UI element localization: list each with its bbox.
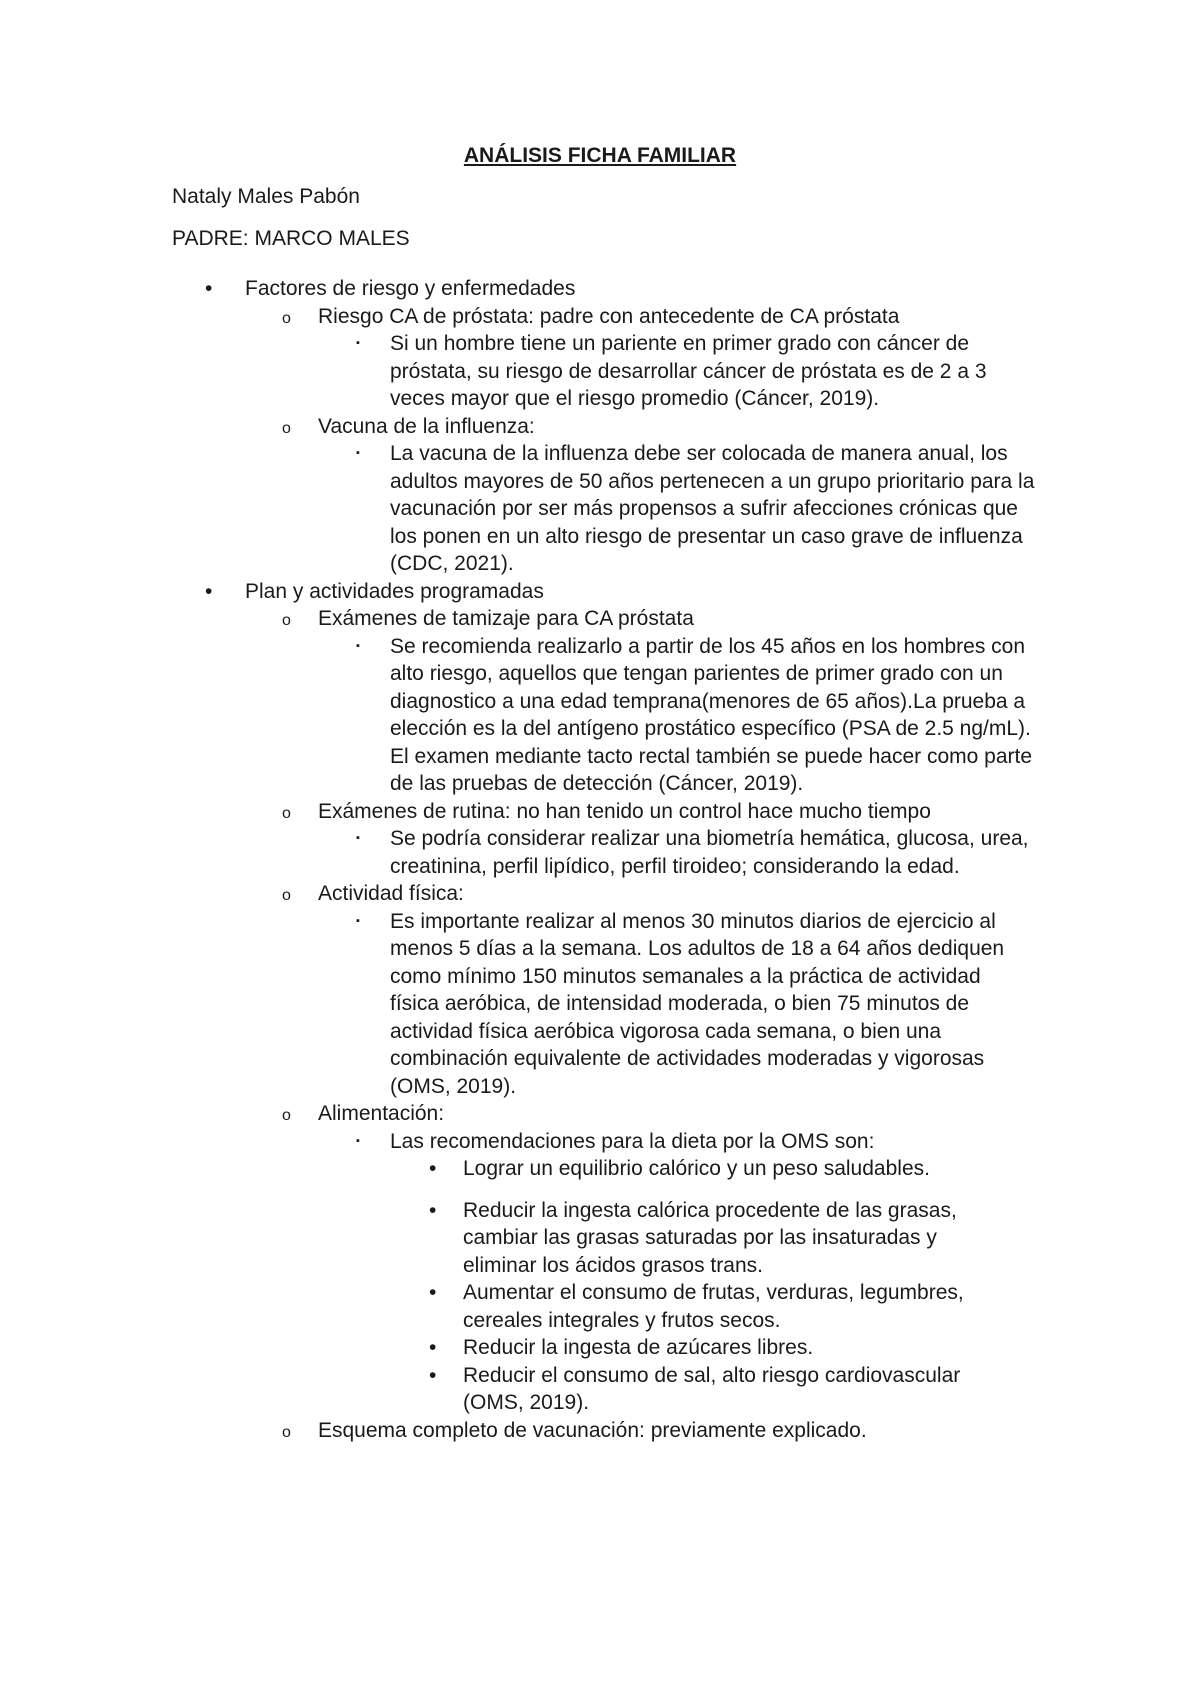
list-item — [356, 825, 1035, 880]
bullet-icon: o — [282, 419, 291, 437]
list-item-text: Si un hombre tiene un pariente en primer grado con cáncer de próstata, su riesgo de desarrollar cáncer de próstata es de 2 a 3 veces mayor que el riesgo promedio (Cáncer, 2019). — [390, 332, 987, 410]
list-item-text: Alimentación: — [318, 1102, 445, 1125]
list-item — [429, 1279, 1003, 1334]
list-item-text: Las recomendaciones para la dieta por la OMS son: — [390, 1129, 875, 1153]
bullet-icon: o — [282, 887, 291, 904]
list-item — [356, 330, 1035, 413]
bullet-icon: ▪ — [356, 914, 360, 927]
bullet-icon: ▪ — [356, 639, 360, 652]
list-item-text: Plan y actividades programadas — [245, 579, 544, 603]
bullet-icon: ▪ — [356, 447, 360, 459]
bullet-icon: • — [429, 1157, 437, 1180]
bullet-icon: • — [205, 277, 213, 300]
list-item — [356, 1128, 1035, 1156]
document-title: ANÁLISIS FICHA FAMILIAR — [463, 144, 737, 167]
list-item — [282, 605, 1038, 633]
bullet-icon: • — [205, 579, 213, 603]
list-item — [205, 578, 1045, 606]
bullet-icon: o — [282, 1423, 291, 1441]
bullet-icon: o — [282, 612, 291, 629]
list-item-text: Reducir el consumo de sal, alto riesgo cardiovascular (OMS, 2019). — [463, 1363, 961, 1414]
bullet-icon: ▪ — [356, 832, 360, 844]
bullet-icon: • — [429, 1363, 437, 1387]
list-item-text: Se recomienda realizarlo a partir de los 45 años en los hombres con alto riesgo, aquellos que tengan parientes de primer grado con un diagnostico a una edad temprana(menores de 65 años).La prueba a elección es la del antígeno prostático específico (PSA de 2.5 ng/mL). El examen mediante tacto rectal también se puede hacer como parte de las pruebas de detección (Cáncer, 2019). — [390, 634, 1033, 795]
list-item — [356, 908, 1035, 1101]
list-item — [429, 1334, 1003, 1362]
list-item-text: Es importante realizar al menos 30 minutos diarios de ejercicio al menos 5 días a la semana. Los adultos de 18 a 64 años dediquen como mínimo 150 minutos semanales a la práctica de actividad física aeróbica, de intensidad moderada, o bien 75 minutos de actividad física aeróbica vigorosa cada semana, o bien una combinación equivalente de actividades moderadas y vigorosas (OMS, 2019). — [390, 909, 1005, 1098]
list-item-text: Actividad física: — [318, 882, 464, 905]
list-item-text: Exámenes de rutina: no han tenido un control hace mucho tiempo — [318, 799, 931, 823]
bullet-icon: ▪ — [356, 1134, 360, 1147]
list-item — [282, 413, 1038, 441]
bullet-icon: • — [429, 1336, 437, 1359]
list-item-text: Lograr un equilibrio calórico y un peso saludables. — [463, 1157, 930, 1180]
list-item — [429, 1155, 1003, 1183]
list-item-text: Reducir la ingesta calórica procedente de las grasas, cambiar las grasas saturadas por las insaturadas y eliminar los ácidos grasos trans. — [463, 1198, 957, 1277]
subject-line: PADRE: MARCO MALES — [172, 227, 410, 250]
bullet-icon: o — [282, 1107, 291, 1124]
list-item — [205, 275, 1045, 303]
list-item-text: Se podría considerar realizar una biometría hemática, glucosa, urea, creatinina, perfil lipídico, perfil tiroideo; considerando la edad. — [390, 827, 1029, 878]
list-item — [356, 633, 1035, 798]
list-item — [282, 1100, 1038, 1128]
list-item — [282, 798, 1038, 826]
bullet-icon: o — [282, 309, 291, 327]
list-item-text: Vacuna de la influenza: — [318, 414, 535, 438]
list-item — [429, 1197, 1003, 1280]
list-item-text: Riesgo CA de próstata: padre con antecedente de CA próstata — [318, 304, 900, 328]
list-item — [282, 303, 1038, 331]
list-item-text: Esquema completo de vacunación: previamente explicado. — [318, 1418, 867, 1442]
list-item — [282, 1417, 1038, 1445]
list-item — [356, 440, 1035, 578]
list-item-text: Aumentar el consumo de frutas, verduras, legumbres, cereales integrales y frutos secos. — [463, 1281, 964, 1332]
bullet-icon: • — [429, 1281, 437, 1304]
bullet-icon: • — [429, 1198, 437, 1222]
bullet-icon: ▪ — [356, 337, 360, 349]
list-item-text: La vacuna de la influenza debe ser colocada de manera anual, los adultos mayores de 50 años pertenecen a un grupo prioritario para la vacunación por ser más propensos a sufrir afecciones crónicas que los ponen en un alto riesgo de presentar un caso grave de influenza (CDC, 2021). — [390, 442, 1035, 575]
list-item-text: Factores de riesgo y enfermedades — [245, 277, 576, 300]
bullet-icon: o — [282, 804, 291, 822]
list-item — [282, 880, 1038, 908]
outline-list — [0, 275, 1200, 1444]
author-name: Nataly Males Pabón — [172, 185, 360, 208]
list-item-text: Exámenes de tamizaje para CA próstata — [318, 607, 694, 630]
list-item — [429, 1362, 1003, 1417]
list-item-text: Reducir la ingesta de azúcares libres. — [463, 1336, 814, 1359]
